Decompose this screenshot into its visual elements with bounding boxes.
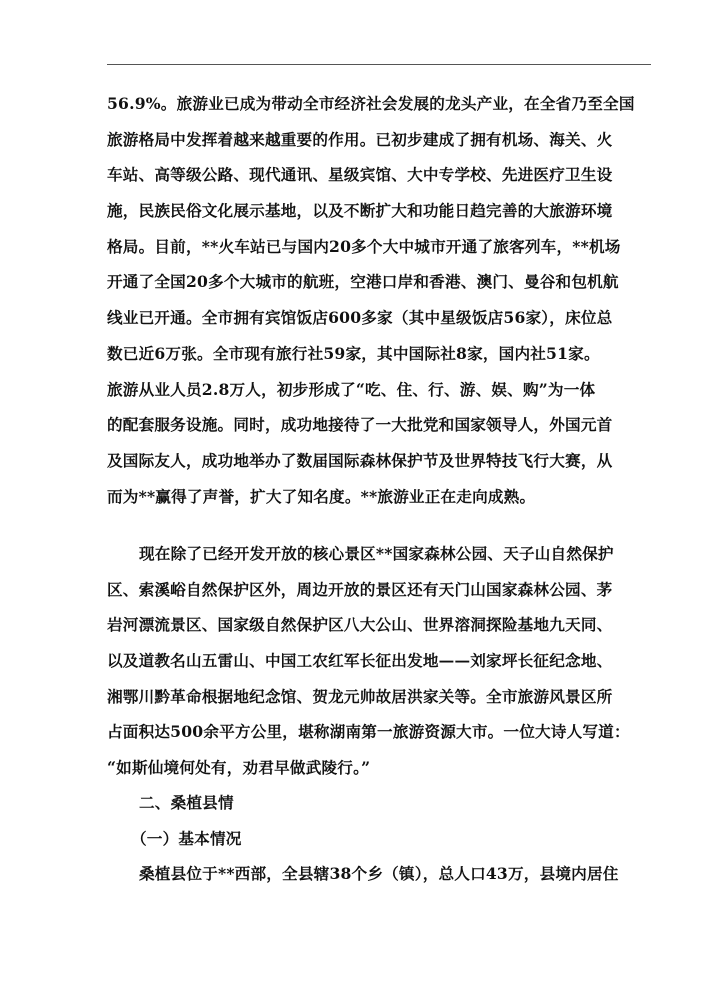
text-line: 岩河漂流景区、国家级自然保护区八大公山、世界溶洞探险基地九天同、 [107, 615, 613, 635]
text-line: 格局。目前，**火车站已与国内20多个大中城市开通了旅客列车，**机场 [107, 236, 621, 256]
text-line: “如斯仙境何处有，劝君早做武陵行。” [107, 758, 371, 778]
text-line: 车站、高等级公路、现代通讯、星级宾馆、大中专学校、先进医疗卫生设 [107, 165, 613, 185]
section-heading: 二、桑植县情 [139, 793, 234, 812]
section-sangzhi [107, 785, 655, 892]
text-line: 以及道教名山五雷山、中国工农红军长征出发地——刘家坪长征纪念地、 [107, 651, 613, 671]
text-line: 现在除了已经开发开放的核心景区**国家森林公园、天子山自然保护 [139, 544, 614, 563]
text-line: 线业已开通。全市拥有宾馆饭店600多家（其中星级饭店56家），床位总 [107, 308, 613, 328]
subsection-heading: （一）基本情况 [131, 828, 242, 848]
paragraph-tourism-overview [107, 86, 655, 514]
text-line: 开通了全国20多个大城市的航班，空港口岸和香港、澳门、曼谷和包机航 [107, 272, 619, 292]
text-line: 湘鄂川黔革命根据地纪念馆、贺龙元帅故居洪家关等。全市旅游风景区所 [107, 686, 613, 706]
text-line: 数已近6万张。全市现有旅行社59家，其中国际社8家，国内社51家。 [107, 343, 600, 363]
text-line: 施，民族民俗文化展示基地，以及不断扩大和功能日趋完善的大旅游环境 [107, 201, 613, 221]
text-line: 而为**赢得了声誉，扩大了知名度。**旅游业正在走向成熟。 [107, 486, 536, 506]
header-rule [107, 64, 651, 65]
text-line: 旅游格局中发挥着越来越重要的作用。已初步建成了拥有机场、海关、火 [107, 129, 613, 149]
text-line: 56.9%。旅游业已成为带动全市经济社会发展的龙头产业，在全省乃至全国 [107, 94, 635, 113]
text-line: 及国际友人，成功地举办了数届国际森林保护节及世界特技飞行大赛，从 [107, 450, 613, 470]
text-line: 区、索溪峪自然保护区外，周边开放的景区还有天门山国家森林公园、茅 [107, 579, 613, 599]
text-line: 旅游从业人员2.8万人，初步形成了“吃、住、行、游、娱、购”为一体 [107, 379, 596, 399]
text-line: 占面积达500余平方公里，堪称湖南第一旅游资源大市。一位大诗人写道： [107, 722, 630, 742]
text-line: 的配套服务设施。同时，成功地接待了一大批党和国家领导人，外国元首 [107, 415, 613, 435]
text-line: 桑植县位于**西部，全县辖38个乡（镇），总人口43万，县境内居住 [139, 864, 619, 884]
paragraph-scenic-areas [107, 536, 655, 786]
